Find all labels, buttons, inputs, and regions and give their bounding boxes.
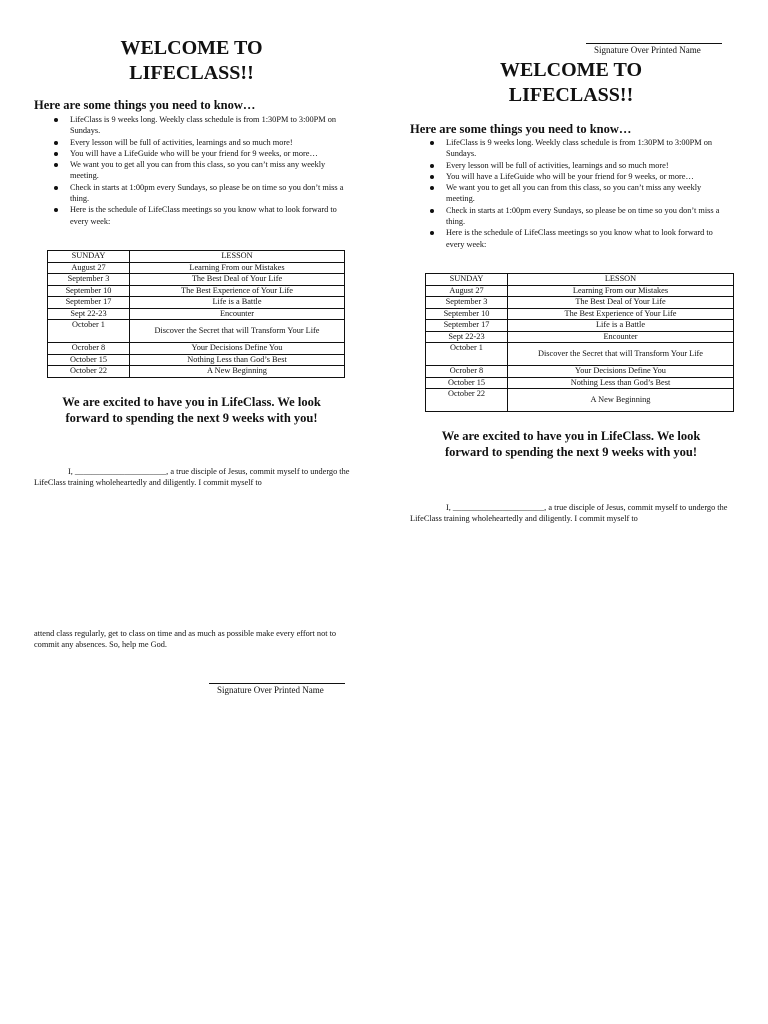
list-item: Every lesson will be full of activities, learnings and so much more! [70,137,355,148]
signature-line [586,43,722,44]
list-item: We want you to get all you can from this class, so you can’t miss any weekly meeting. [446,182,731,205]
table-cell-date: Ocrober 8 [426,366,508,378]
title-line-2: LIFECLASS!! [129,62,254,84]
table-cell-lesson: Learning From our Mistakes [508,285,734,297]
table-row [48,285,345,297]
table-cell-lesson: Learning From our Mistakes [130,262,345,274]
table-cell-lesson: Nothing Less than God’s Best [508,377,734,389]
table-cell-lesson: A New Beginning [508,389,734,412]
table-row [48,320,345,343]
list-item: We want you to get all you can from this class, so you can’t miss any weekly meeting. [70,159,355,182]
table-header-row [48,251,345,263]
table-row [48,343,345,355]
welcome-message-line-1: We are excited to have you in LifeClass. We look [62,395,321,409]
table-row [426,285,734,297]
table-header: LESSON [130,251,345,263]
table-row [426,331,734,343]
pledge-paragraph: I, ______________________, a true disciple of Jesus, commit myself to undergo the LifeClass training wholeheartedly and diligently. I commit myself to [410,503,728,524]
table-cell-lesson: Your Decisions Define You [508,366,734,378]
table-cell-lesson: Nothing Less than God’s Best [130,354,345,366]
table-cell-date: August 27 [426,285,508,297]
signature-label: Signature Over Printed Name [217,685,324,695]
table-cell-date: September 3 [48,274,130,286]
table-row [426,308,734,320]
list-item: Here is the schedule of LifeClass meetings so you know what to look forward to every week: [70,204,355,227]
table-row [426,297,734,309]
table-cell-date: October 1 [48,320,130,343]
pledge-paragraph: I, ______________________, a true disciple of Jesus, commit myself to undergo the LifeClass training wholeheartedly and diligently. I commit myself to [34,467,350,488]
page-title [410,58,732,108]
list-item: You will have a LifeGuide who will be your friend for 9 weeks, or more… [70,148,355,159]
table-cell-lesson: Discover the Secret that will Transform Your Life [130,320,345,343]
table-cell-date: October 15 [426,377,508,389]
section-heading: Here are some things you need to know… [410,122,632,136]
table-cell-date: September 10 [426,308,508,320]
table-header-row [426,274,734,286]
title-line-2: LIFECLASS!! [508,84,634,106]
schedule-table [47,250,345,378]
welcome-message [34,394,349,426]
title-line-1: WELCOME TO [120,37,263,59]
table-row [48,354,345,366]
table-cell-date: September 17 [48,297,130,309]
table-row [48,274,345,286]
table-cell-lesson: Your Decisions Define You [130,343,345,355]
table-row [48,366,345,378]
table-cell-date: October 1 [426,343,508,366]
signature-label: Signature Over Printed Name [594,45,701,55]
table-cell-lesson: A New Beginning [130,366,345,378]
list-item: Check in starts at 1:00pm every Sundays, so please be on time so you don’t miss a thing. [446,205,731,228]
table-cell-lesson: Encounter [130,308,345,320]
schedule-table [425,273,734,412]
list-item: Here is the schedule of LifeClass meetings so you know what to look forward to every week: [446,227,731,250]
info-list [34,114,355,227]
table-header: LESSON [508,274,734,286]
section-heading: Here are some things you need to know… [34,98,256,112]
table-cell-date: September 3 [426,297,508,309]
table-row [426,389,734,412]
pledge-continuation: attend class regularly, get to class on time and as much as possible make every effort not to commit any absences. So, help me God. [34,629,337,650]
table-cell-date: Ocrober 8 [48,343,130,355]
signature-line [209,683,345,684]
table-cell-lesson: Life is a Battle [130,297,345,309]
table-cell-date: October 22 [426,389,508,412]
table-cell-date: October 22 [48,366,130,378]
table-header: SUNDAY [48,251,130,263]
table-row [426,366,734,378]
welcome-message-line-2: forward to spending the next 9 weeks with you! [65,411,318,425]
table-row [426,343,734,366]
list-item: Every lesson will be full of activities, learnings and so much more! [446,160,731,171]
info-list [410,137,731,250]
table-cell-date: October 15 [48,354,130,366]
welcome-message [410,428,732,460]
title-line-1: WELCOME TO [499,59,643,81]
table-row [426,377,734,389]
welcome-message-line-2: forward to spending the next 9 weeks with you! [444,445,698,459]
table-cell-date: August 27 [48,262,130,274]
table-cell-lesson: Discover the Secret that will Transform Your Life [508,343,734,366]
list-item: LifeClass is 9 weeks long. Weekly class schedule is from 1:30PM to 3:00PM on Sundays. [446,137,731,160]
table-row [48,308,345,320]
table-cell-date: Sept 22-23 [426,331,508,343]
list-item: You will have a LifeGuide who will be your friend for 9 weeks, or more… [446,171,731,182]
table-cell-lesson: The Best Experience of Your Life [508,308,734,320]
table-cell-lesson: Encounter [508,331,734,343]
table-cell-lesson: The Best Deal of Your Life [508,297,734,309]
table-row [48,297,345,309]
list-item: LifeClass is 9 weeks long. Weekly class schedule is from 1:30PM to 3:00PM on Sundays. [70,114,355,137]
table-cell-lesson: Life is a Battle [508,320,734,332]
welcome-message-line-1: We are excited to have you in LifeClass. We look [441,429,701,443]
table-cell-date: September 10 [48,285,130,297]
table-row [426,320,734,332]
table-header: SUNDAY [426,274,508,286]
table-cell-date: September 17 [426,320,508,332]
list-item: Check in starts at 1:00pm every Sundays, so please be on time so you don’t miss a thing. [70,182,355,205]
table-cell-lesson: The Best Deal of Your Life [130,274,345,286]
table-row [48,262,345,274]
page-title [34,36,349,86]
table-cell-date: Sept 22-23 [48,308,130,320]
table-cell-lesson: The Best Experience of Your Life [130,285,345,297]
